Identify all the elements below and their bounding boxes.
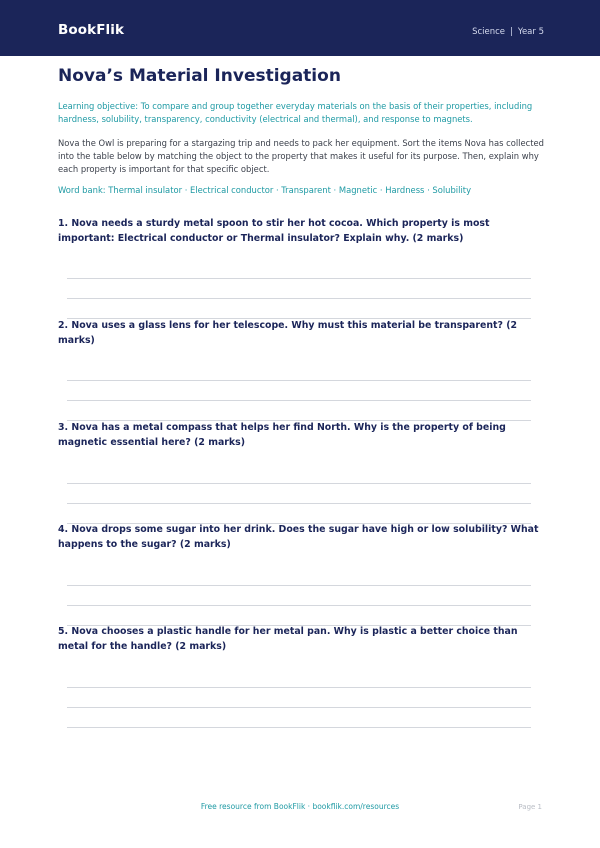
word-bank: Word bank: Thermal insulator · Electrical conductor · Transparent · Magnetic · Hardness · Solubility (58, 185, 472, 195)
subject-breadcrumb (472, 27, 544, 37)
answer-line[interactable] (67, 400, 531, 401)
answer-line[interactable] (67, 298, 531, 299)
answer-line[interactable] (67, 278, 531, 279)
page-number: Page 1 (518, 803, 542, 811)
header-bar (0, 0, 600, 56)
footer-text: Free resource from BookFlik · bookflik.com/resources (200, 802, 400, 811)
answer-line[interactable] (67, 605, 531, 606)
question-3: 3. Nova has a metal compass that helps her find North. Why is the property of being magnetic essential here? (2 marks) (58, 422, 506, 448)
breadcrumb-separator: | (510, 27, 513, 37)
answer-line[interactable] (67, 707, 531, 708)
subject-label: Science (472, 27, 506, 37)
learning-objective: Learning objective: To compare and group together everyday materials on the basis of their properties, including hardness, solubility, transparency, conductivity (electrical and thermal), and response to magnets. (58, 101, 533, 124)
answer-line[interactable] (67, 483, 531, 484)
question-2: 2. Nova uses a glass lens for her telescope. Why must this material be transparent? (2 marks) (58, 320, 518, 346)
answer-line[interactable] (67, 727, 531, 728)
brand-logo: BookFlik (58, 22, 125, 38)
answer-line[interactable] (67, 503, 531, 504)
answer-line[interactable] (67, 380, 531, 381)
intro-paragraph: Nova the Owl is preparing for a stargazing trip and needs to pack her equipment. Sort the items Nova has collected into the table below by matching the object to the property that makes it useful for its purpose. Then, explain why each property is important for that specific object. (58, 138, 544, 174)
question-5: 5. Nova chooses a plastic handle for her metal pan. Why is plastic a better choice than metal for the handle? (2 marks) (58, 626, 518, 652)
answer-line[interactable] (67, 687, 531, 688)
year-label: Year 5 (517, 27, 544, 37)
answer-line[interactable] (67, 585, 531, 586)
question-1: 1. Nova needs a sturdy metal spoon to stir her hot cocoa. Which property is most important: Electrical conductor or Thermal insulator? Explain why. (2 marks) (58, 218, 490, 244)
page-title: Nova’s Material Investigation (58, 66, 341, 86)
question-4: 4. Nova drops some sugar into her drink. Does the sugar have high or low solubility? What happens to the sugar? (2 marks) (58, 524, 539, 550)
